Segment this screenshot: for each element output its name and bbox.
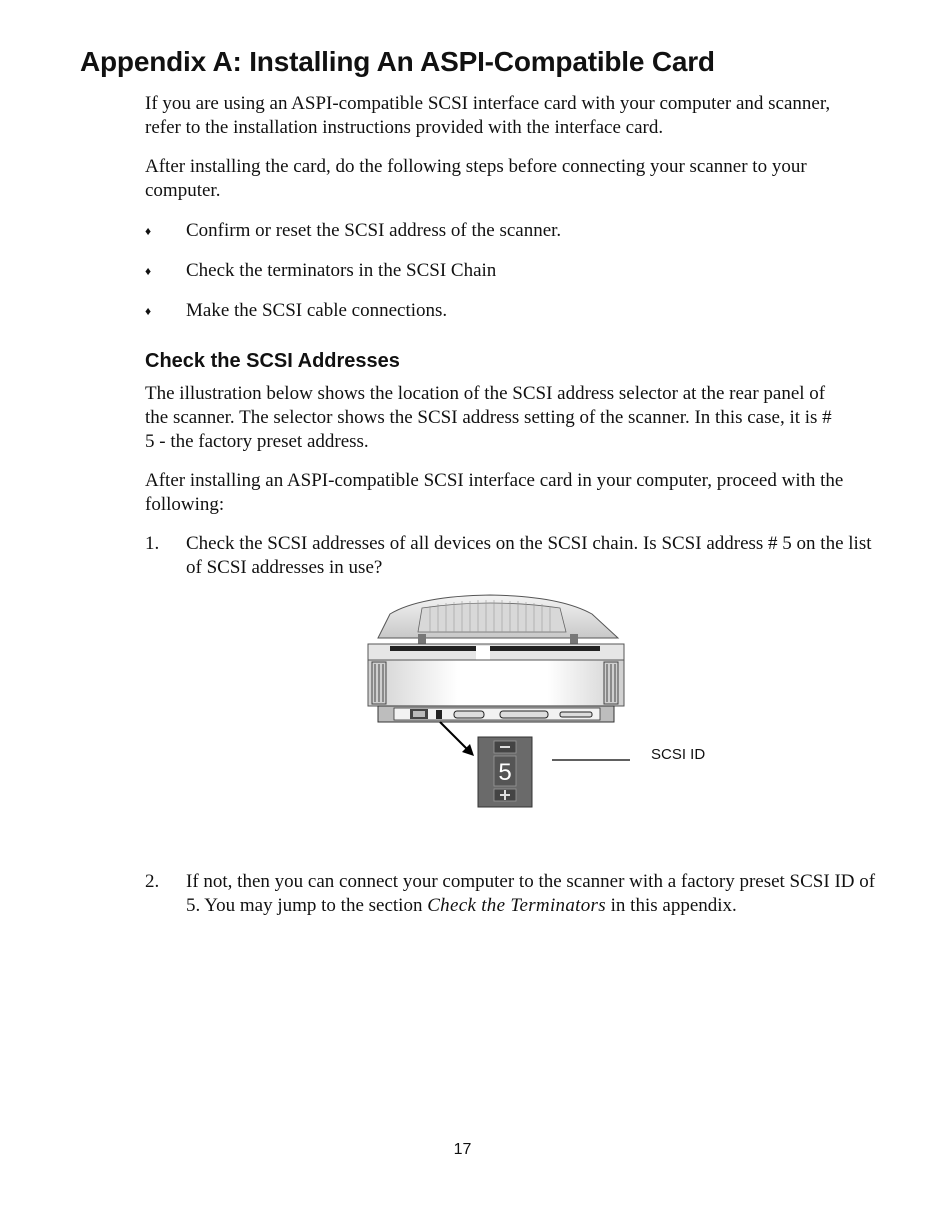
scsi-id-digit: 5 bbox=[498, 759, 512, 786]
step-text-before: If not, then you can connect your computer to the scanner with a factory preset SCSI ID of 5. You may jump to the section bbox=[186, 871, 876, 916]
page-title: Appendix A: Installing An ASPI-Compatible Card bbox=[80, 46, 715, 77]
bullet-text: Make the SCSI cable connections. bbox=[186, 300, 448, 321]
bullet-item bbox=[145, 259, 845, 283]
intro-paragraph-1-text: If you are using an ASPI-compatible SCSI interface card with your computer and scanner, refer to the installation instructions provided with the interface card. bbox=[145, 93, 831, 138]
numbered-step-1 bbox=[145, 532, 886, 580]
bullet-item bbox=[145, 299, 845, 323]
numbered-step-2 bbox=[145, 870, 886, 918]
scsi-selector-switch bbox=[436, 710, 442, 719]
intro-paragraph-1 bbox=[145, 92, 845, 140]
step-text: Check the SCSI addresses of all devices on the SCSI chain. Is SCSI address # 5 on the list of SCSI addresses in use? bbox=[186, 533, 872, 578]
diamond-bullet-icon: ♦ bbox=[145, 224, 152, 238]
intro-paragraph-2-text: After installing the card, do the following steps before connecting your scanner to your computer. bbox=[145, 156, 807, 201]
section-paragraph-2-text: After installing an ASPI-compatible SCSI interface card in your computer, proceed with the following: bbox=[145, 470, 844, 515]
scanner-lid bbox=[378, 595, 618, 648]
section-heading: Check the SCSI Addresses bbox=[145, 350, 400, 372]
scsi-id-selector-closeup bbox=[478, 737, 532, 807]
pointer-arrow-icon bbox=[440, 722, 474, 756]
scanner-body bbox=[368, 644, 624, 706]
rear-panel bbox=[378, 706, 614, 722]
steps-bullet-list bbox=[145, 219, 845, 339]
step-number: 2. bbox=[145, 871, 160, 892]
bullet-text: Confirm or reset the SCSI address of the scanner. bbox=[186, 220, 562, 241]
intro-paragraph-2 bbox=[145, 155, 845, 203]
step-text-after: in this appendix. bbox=[605, 895, 737, 916]
bullet-item bbox=[145, 219, 845, 243]
diamond-bullet-icon: ♦ bbox=[145, 304, 152, 318]
scsi-id-callout-label: SCSI ID bbox=[651, 746, 706, 763]
section-paragraph-2 bbox=[145, 469, 845, 517]
section-paragraph-1 bbox=[145, 382, 845, 454]
section-paragraph-1-text: The illustration below shows the location of the SCSI address selector at the rear panel of the scanner. The selector shows the SCSI address setting of the scanner. In this case, it is # 5 - the factory preset address. bbox=[145, 383, 832, 452]
page-number: 17 bbox=[453, 1141, 472, 1158]
section-reference: Check the Terminators bbox=[427, 895, 606, 916]
diamond-bullet-icon: ♦ bbox=[145, 264, 152, 278]
bullet-text: Check the terminators in the SCSI Chain bbox=[186, 260, 497, 281]
scanner-rear-panel-illustration bbox=[360, 590, 630, 810]
step-number: 1. bbox=[145, 533, 160, 554]
minus-icon bbox=[500, 746, 510, 748]
